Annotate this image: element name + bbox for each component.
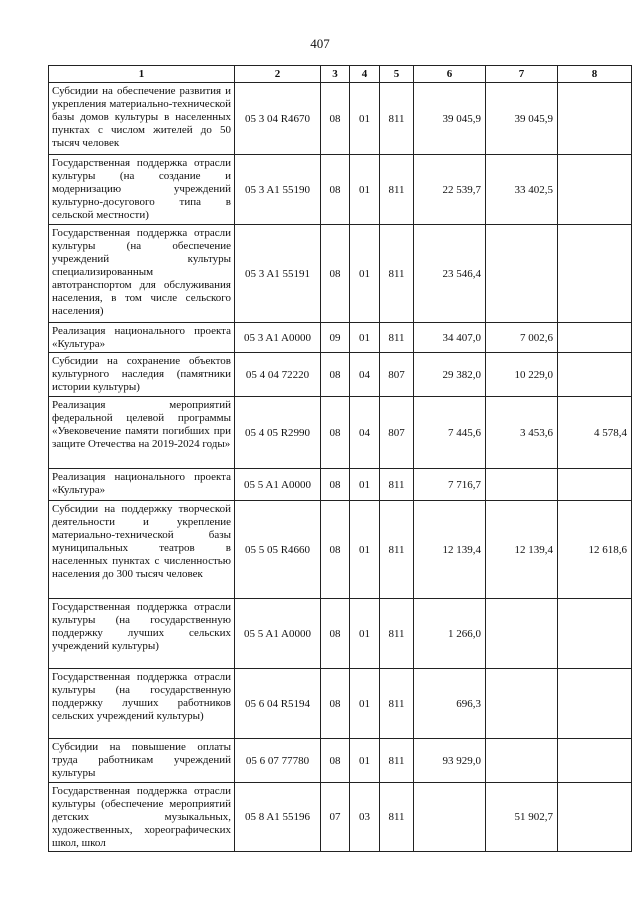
section-cell: 08 bbox=[321, 739, 350, 783]
column-header: 8 bbox=[558, 66, 632, 83]
amount-cell bbox=[558, 225, 632, 323]
amount-cell: 22 539,7 bbox=[414, 155, 486, 225]
amount-cell: 12 618,6 bbox=[558, 501, 632, 599]
section-cell: 09 bbox=[321, 323, 350, 353]
amount-cell bbox=[558, 669, 632, 739]
code-cell: 05 8 A1 55196 bbox=[235, 783, 321, 852]
item-name-cell: Государственная поддержка отрасли культуры (на создание и модернизацию учреждений культурно-досугового типа в сельской местности) bbox=[49, 155, 235, 225]
expense-type-cell: 811 bbox=[380, 83, 414, 155]
expense-type-cell: 811 bbox=[380, 783, 414, 852]
section-cell: 08 bbox=[321, 501, 350, 599]
subsection-cell: 03 bbox=[350, 783, 380, 852]
column-header: 4 bbox=[350, 66, 380, 83]
table-row bbox=[49, 599, 632, 669]
table-row bbox=[49, 783, 632, 852]
item-name-cell: Государственная поддержка отрасли культуры (на государственную поддержку лучших работников сельских учреждений культуры) bbox=[49, 669, 235, 739]
amount-cell: 7 445,6 bbox=[414, 397, 486, 469]
amount-cell: 1 266,0 bbox=[414, 599, 486, 669]
amount-cell: 3 453,6 bbox=[486, 397, 558, 469]
expense-type-cell: 807 bbox=[380, 353, 414, 397]
code-cell: 05 3 04 R4670 bbox=[235, 83, 321, 155]
amount-cell: 4 578,4 bbox=[558, 397, 632, 469]
section-cell: 08 bbox=[321, 669, 350, 739]
item-name-cell: Государственная поддержка отрасли культуры (на государственную поддержку лучших сельских учреждений культуры) bbox=[49, 599, 235, 669]
subsection-cell: 04 bbox=[350, 397, 380, 469]
amount-cell bbox=[558, 155, 632, 225]
code-cell: 05 4 04 72220 bbox=[235, 353, 321, 397]
amount-cell bbox=[558, 599, 632, 669]
item-name-cell: Субсидии на сохранение объектов культурного наследия (памятники истории культуры) bbox=[49, 353, 235, 397]
expense-type-cell: 811 bbox=[380, 599, 414, 669]
amount-cell bbox=[486, 225, 558, 323]
expense-type-cell: 811 bbox=[380, 155, 414, 225]
section-cell: 08 bbox=[321, 599, 350, 669]
expense-type-cell: 811 bbox=[380, 739, 414, 783]
section-cell: 08 bbox=[321, 469, 350, 501]
amount-cell: 12 139,4 bbox=[486, 501, 558, 599]
amount-cell: 10 229,0 bbox=[486, 353, 558, 397]
code-cell: 05 5 05 R4660 bbox=[235, 501, 321, 599]
amount-cell bbox=[486, 469, 558, 501]
amount-cell: 29 382,0 bbox=[414, 353, 486, 397]
table-row bbox=[49, 353, 632, 397]
expense-type-cell: 807 bbox=[380, 397, 414, 469]
column-header: 2 bbox=[235, 66, 321, 83]
table-row bbox=[49, 669, 632, 739]
section-cell: 07 bbox=[321, 783, 350, 852]
section-cell: 08 bbox=[321, 225, 350, 323]
column-header: 7 bbox=[486, 66, 558, 83]
column-header: 3 bbox=[321, 66, 350, 83]
subsection-cell: 01 bbox=[350, 155, 380, 225]
table-row bbox=[49, 397, 632, 469]
amount-cell: 33 402,5 bbox=[486, 155, 558, 225]
amount-cell bbox=[486, 599, 558, 669]
item-name-cell: Субсидии на повышение оплаты труда работникам учреждений культуры bbox=[49, 739, 235, 783]
item-name-cell: Субсидии на поддержку творческой деятельности и укрепление материально-технической базы муниципальных театров в населенных пунктах с численностью населения до 300 тысяч человек bbox=[49, 501, 235, 599]
expense-type-cell: 811 bbox=[380, 501, 414, 599]
budget-table bbox=[48, 65, 632, 852]
column-header: 5 bbox=[380, 66, 414, 83]
table-header-row bbox=[49, 66, 632, 83]
code-cell: 05 3 A1 A0000 bbox=[235, 323, 321, 353]
amount-cell: 39 045,9 bbox=[414, 83, 486, 155]
item-name-cell: Реализация национального проекта «Культура» bbox=[49, 323, 235, 353]
subsection-cell: 04 bbox=[350, 353, 380, 397]
subsection-cell: 01 bbox=[350, 501, 380, 599]
table-row bbox=[49, 469, 632, 501]
item-name-cell: Государственная поддержка отрасли культуры (на обеспечение учреждений культуры специализированным автотранспортом для обслуживания населения, в том числе сельского населения) bbox=[49, 225, 235, 323]
code-cell: 05 6 04 R5194 bbox=[235, 669, 321, 739]
item-name-cell: Субсидии на обеспечение развития и укрепления материально-технической базы домов культуры в населенных пунктах с числом жителей до 50 тысяч человек bbox=[49, 83, 235, 155]
item-name-cell: Реализация мероприятий федеральной целевой программы «Увековечение памяти погибших при защите Отечества на 2019-2024 годы» bbox=[49, 397, 235, 469]
code-cell: 05 6 07 77780 bbox=[235, 739, 321, 783]
code-cell: 05 5 A1 A0000 bbox=[235, 599, 321, 669]
expense-type-cell: 811 bbox=[380, 225, 414, 323]
section-cell: 08 bbox=[321, 83, 350, 155]
amount-cell: 39 045,9 bbox=[486, 83, 558, 155]
expense-type-cell: 811 bbox=[380, 469, 414, 501]
section-cell: 08 bbox=[321, 155, 350, 225]
table-row bbox=[49, 155, 632, 225]
amount-cell: 23 546,4 bbox=[414, 225, 486, 323]
amount-cell bbox=[486, 669, 558, 739]
page-number: 407 bbox=[310, 36, 330, 51]
amount-cell bbox=[558, 323, 632, 353]
amount-cell bbox=[558, 353, 632, 397]
table-row bbox=[49, 225, 632, 323]
amount-cell: 696,3 bbox=[414, 669, 486, 739]
expense-type-cell: 811 bbox=[380, 669, 414, 739]
table-row bbox=[49, 501, 632, 599]
code-cell: 05 5 A1 A0000 bbox=[235, 469, 321, 501]
subsection-cell: 01 bbox=[350, 83, 380, 155]
section-cell: 08 bbox=[321, 397, 350, 469]
item-name-cell: Реализация национального проекта «Культура» bbox=[49, 469, 235, 501]
table-row bbox=[49, 83, 632, 155]
expense-type-cell: 811 bbox=[380, 323, 414, 353]
amount-cell bbox=[558, 83, 632, 155]
subsection-cell: 01 bbox=[350, 323, 380, 353]
amount-cell: 93 929,0 bbox=[414, 739, 486, 783]
code-cell: 05 3 A1 55191 bbox=[235, 225, 321, 323]
column-header: 1 bbox=[49, 66, 235, 83]
item-name-cell: Государственная поддержка отрасли культуры (обеспечение мероприятий детских музыкальных, художественных, хореографических школ, школ bbox=[49, 783, 235, 852]
subsection-cell: 01 bbox=[350, 599, 380, 669]
amount-cell bbox=[414, 783, 486, 852]
amount-cell: 12 139,4 bbox=[414, 501, 486, 599]
code-cell: 05 4 05 R2990 bbox=[235, 397, 321, 469]
amount-cell bbox=[558, 739, 632, 783]
subsection-cell: 01 bbox=[350, 669, 380, 739]
amount-cell: 34 407,0 bbox=[414, 323, 486, 353]
column-header: 6 bbox=[414, 66, 486, 83]
amount-cell bbox=[558, 783, 632, 852]
amount-cell bbox=[558, 469, 632, 501]
amount-cell: 7 716,7 bbox=[414, 469, 486, 501]
subsection-cell: 01 bbox=[350, 225, 380, 323]
code-cell: 05 3 A1 55190 bbox=[235, 155, 321, 225]
table-row bbox=[49, 323, 632, 353]
subsection-cell: 01 bbox=[350, 469, 380, 501]
amount-cell bbox=[486, 739, 558, 783]
section-cell: 08 bbox=[321, 353, 350, 397]
subsection-cell: 01 bbox=[350, 739, 380, 783]
table-row bbox=[49, 739, 632, 783]
amount-cell: 51 902,7 bbox=[486, 783, 558, 852]
amount-cell: 7 002,6 bbox=[486, 323, 558, 353]
